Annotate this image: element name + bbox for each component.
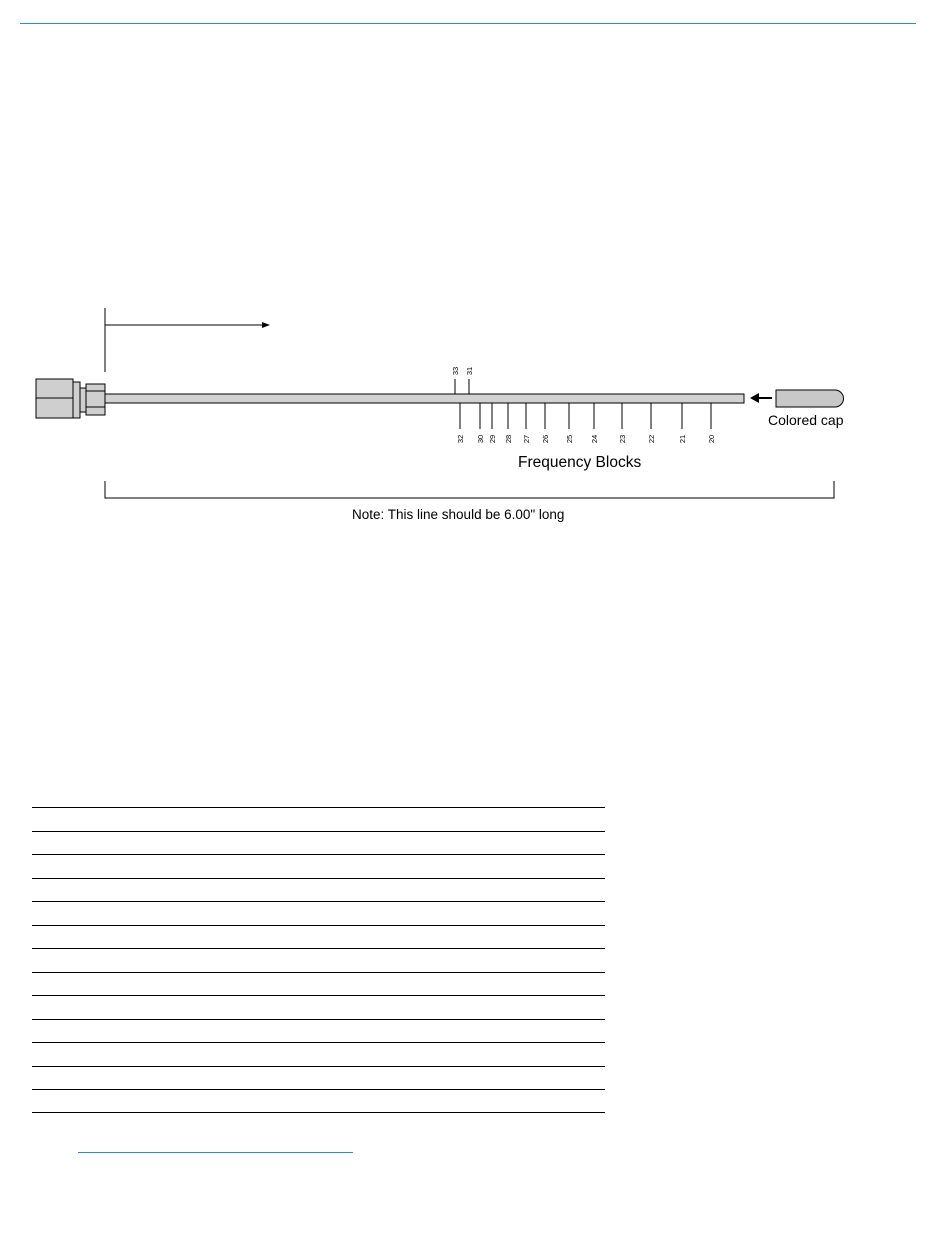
table-row [32,831,605,855]
table-row [32,995,605,1019]
frequency-block-label: 26 [541,434,550,444]
table-row [32,1042,605,1066]
frequency-block-label: 21 [678,434,687,444]
footer-rule [78,1152,353,1153]
table-row [32,972,605,996]
table-row [32,1019,605,1043]
table-row [32,807,605,831]
frequency-block-label: 24 [590,434,599,444]
measurement-bracket [105,481,834,498]
frequency-block-label: 30 [476,434,485,444]
frequency-block-label: 31 [465,366,474,376]
table-row [32,1066,605,1090]
antenna-rod [105,394,744,403]
connector-icon [36,379,105,418]
frequency-ticks-above [451,367,474,394]
measurement-note: Note: This line should be 6.00" long [352,507,565,522]
table-row [32,1089,605,1113]
colored-cap-label: Colored cap [768,412,844,428]
table-row [32,925,605,949]
frequency-block-label: 25 [565,434,574,444]
blank-table [32,807,605,1113]
frequency-block-label: 28 [504,434,513,444]
frequency-block-label: 23 [618,434,627,444]
cap-arrow-head-icon [750,393,759,403]
frequency-block-label: 33 [451,366,460,376]
colored-cap-icon [776,390,844,407]
table-row [32,878,605,902]
frequency-block-label: 32 [456,434,465,444]
frequency-blocks-label: Frequency Blocks [518,454,642,471]
frequency-block-label: 20 [707,434,716,444]
direction-arrow-head-icon [262,322,270,328]
frequency-ticks-below [456,403,716,443]
table-row [32,948,605,972]
antenna-diagram [0,0,950,540]
table-row [32,901,605,925]
frequency-block-label: 22 [647,434,656,444]
table-row [32,854,605,878]
frequency-block-label: 29 [488,434,497,444]
frequency-block-label: 27 [522,434,531,444]
